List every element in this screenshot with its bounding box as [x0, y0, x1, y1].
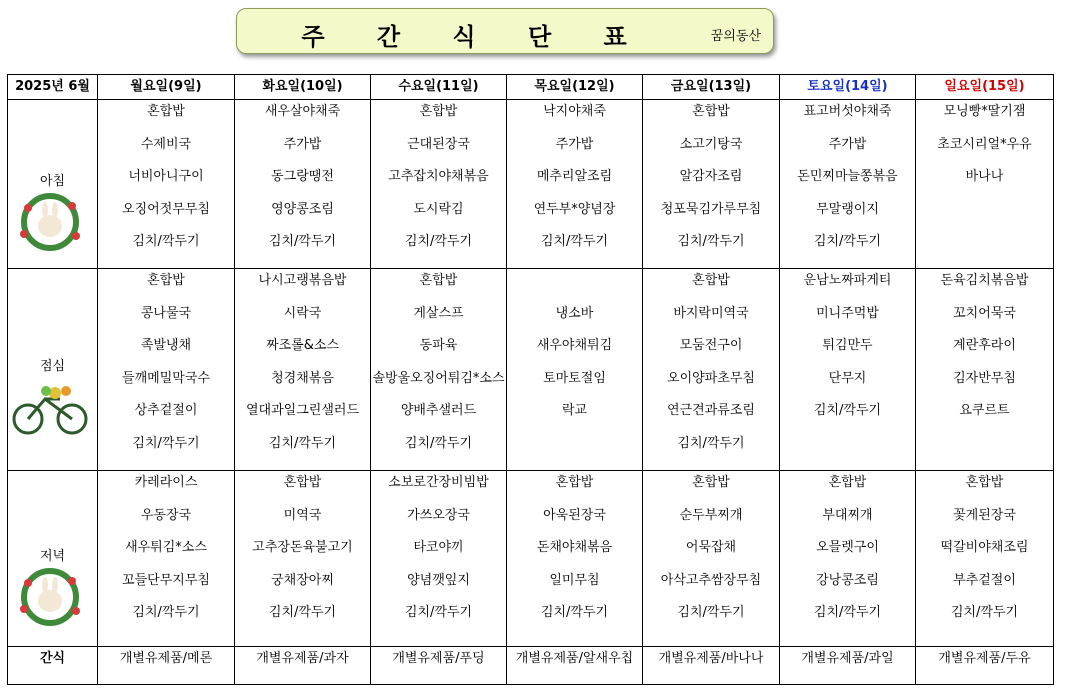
- menu-item: 혼합밥: [692, 104, 730, 119]
- dinner-wed: [371, 471, 507, 647]
- menu-item: 아욱된장국: [543, 507, 606, 523]
- breakfast-row: [8, 100, 1054, 269]
- menu-item: 들깨메밀막국수: [122, 370, 210, 386]
- menu-item: 영양콩조림: [271, 201, 334, 217]
- menu-item: 김치/깍두기: [813, 234, 882, 249]
- menu-item: 시락국: [283, 305, 322, 321]
- lunch-sat: [780, 269, 916, 471]
- menu-item: 고추잡치야채볶음: [388, 169, 489, 184]
- menu-item: 계란후라이: [953, 338, 1016, 353]
- dinner-thu: [507, 471, 643, 647]
- menu-item: 김치/깍두기: [540, 234, 609, 249]
- lunch-thu: [507, 269, 643, 471]
- menu-item: 강낭콩조림: [816, 572, 879, 588]
- menu-item: 락교: [561, 403, 588, 418]
- menu-item: 새우튀김*소스: [125, 540, 207, 555]
- header-day-sat: 토요일(14일): [780, 75, 916, 100]
- menu-item: 떡갈비야채조림: [940, 540, 1029, 555]
- menu-item: 김치/깍두기: [268, 605, 337, 620]
- menu-item: 바지락미역국: [673, 305, 749, 321]
- menu-item: 모둠전구이: [679, 338, 743, 353]
- breakfast-tue: [235, 100, 371, 269]
- menu-item: 나시고랭볶음밥: [258, 273, 347, 288]
- bunny-wreath-icon: [10, 192, 90, 252]
- menu-item: 혼합밥: [965, 475, 1004, 490]
- menu-item: 알감자조림: [679, 169, 743, 184]
- menu-item: 근대된장국: [407, 136, 470, 152]
- menu-item: 연근견과류조림: [667, 403, 755, 418]
- menu-item: 카레라이스: [134, 475, 198, 490]
- snack-wed: 개별유제품/푸딩: [371, 647, 507, 685]
- breakfast-sun: [916, 100, 1054, 269]
- menu-item: 김치/깍두기: [677, 605, 745, 620]
- dinner-fri: [643, 471, 780, 647]
- menu-item: 양념깻잎지: [407, 572, 470, 588]
- header-day-thu: 목요일(12일): [507, 75, 643, 100]
- bicycle-flowers-icon: [10, 377, 90, 437]
- header-month: 2025년 6월: [8, 75, 98, 100]
- menu-item: 김치/깍두기: [677, 435, 745, 451]
- menu-item: 메추리알조림: [536, 169, 613, 184]
- menu-item: 청경채볶음: [271, 370, 334, 386]
- menu-item: 연두부*양념장: [533, 201, 616, 217]
- menu-item: 게살스프: [413, 305, 464, 321]
- menu-item: 아삭고추쌈장무침: [660, 572, 762, 588]
- menu-item: 주가밥: [828, 136, 867, 152]
- menu-item: 동그랑땡전: [271, 169, 334, 184]
- breakfast-fri: [643, 100, 780, 269]
- snack-fri: 개별유제품/바나나: [643, 647, 780, 685]
- dinner-row: [8, 471, 1054, 647]
- menu-item: 미역국: [283, 507, 322, 523]
- page-title: 주 간 식 단 표: [301, 23, 649, 51]
- menu-item: 주가밥: [283, 136, 322, 152]
- menu-item: 혼합밥: [828, 475, 867, 490]
- menu-item: 혼합밥: [419, 104, 458, 119]
- snack-tue: 개별유제품/과자: [235, 647, 371, 685]
- menu-item: 김치/깍두기: [404, 234, 473, 249]
- dinner-sat: [780, 471, 916, 647]
- menu-item: 솔방울오징어튀김*소스: [372, 370, 505, 386]
- menu-item: 고추장돈육불고기: [252, 540, 353, 555]
- menu-item: 초코시리얼*우유: [937, 136, 1032, 152]
- menu-item: 족발냉채: [140, 338, 192, 353]
- header-day-wed: 수요일(11일): [371, 75, 507, 100]
- lunch-label-cell: [8, 269, 98, 471]
- breakfast-thu: [507, 100, 643, 269]
- menu-item: 혼합밥: [283, 475, 322, 490]
- breakfast-wed: [371, 100, 507, 269]
- dinner-sun: [916, 471, 1054, 647]
- menu-item: 일미무침: [549, 572, 600, 588]
- snack-mon: 개별유제품/메론: [98, 647, 235, 685]
- lunch-tue: [235, 269, 371, 471]
- menu-item: 혼합밥: [147, 104, 185, 119]
- dinner-tue: [235, 471, 371, 647]
- menu-item: 김치/깍두기: [268, 234, 337, 249]
- menu-item: 타코야끼: [413, 540, 464, 555]
- menu-item: 새우야채튀김: [536, 338, 613, 353]
- menu-item: 무말랭이지: [816, 201, 879, 217]
- menu-item: 바나나: [965, 169, 1004, 184]
- menu-item: 모닝빵*딸기잼: [943, 104, 1026, 119]
- menu-item: 혼합밥: [692, 273, 730, 288]
- menu-item: [507, 269, 642, 302]
- menu-item: 청포묵김가루무침: [660, 201, 762, 217]
- menu-item: 냉소바: [555, 305, 594, 321]
- menu-item: 콩나물국: [140, 305, 192, 321]
- menu-item: 단무지: [828, 370, 867, 386]
- breakfast-label-cell: [8, 100, 98, 269]
- header-day-sun: 일요일(15일): [916, 75, 1054, 100]
- menu-item: 오이양파초무침: [667, 370, 755, 386]
- menu-item: 우동장국: [140, 507, 192, 523]
- menu-item: 부대찌개: [822, 507, 873, 523]
- menu-item: 양배추샐러드: [400, 403, 477, 418]
- menu-item: 도시락김: [413, 201, 464, 217]
- breakfast-mon: [98, 100, 235, 269]
- header-day-tue: 화요일(10일): [235, 75, 371, 100]
- menu-item: 김치/깍두기: [950, 605, 1019, 620]
- menu-item: 소보로간장비빔밥: [388, 475, 489, 490]
- menu-item: 김치/깍두기: [404, 605, 473, 620]
- menu-item: 김치/깍두기: [268, 435, 337, 451]
- snack-label: 간식: [8, 647, 98, 685]
- lunch-mon: [98, 269, 235, 471]
- menu-item: 표고버섯야채죽: [803, 104, 892, 119]
- menu-item: 김치/깍두기: [813, 605, 882, 620]
- dinner-label-cell: [8, 471, 98, 647]
- menu-item: 주가밥: [555, 136, 594, 152]
- menu-item: 순두부찌개: [679, 507, 743, 523]
- lunch-label: 점심: [39, 359, 66, 374]
- menu-item: 꼬들단무지무침: [122, 572, 210, 588]
- menu-item: 소고기탕국: [679, 136, 743, 152]
- menu-item: 요쿠르트: [959, 403, 1010, 418]
- menu-item: 수제비국: [140, 136, 192, 152]
- menu-item: 낙지야채죽: [543, 104, 606, 119]
- menu-item: 열대과일그린샐러드: [245, 403, 360, 418]
- header-day-mon: 월요일(9일): [98, 75, 235, 100]
- dinner-mon: [98, 471, 235, 647]
- menu-item: 혼합밥: [555, 475, 594, 490]
- menu-item: 꽃게된장국: [953, 507, 1016, 523]
- menu-item: 오징어젓무무침: [122, 201, 210, 217]
- menu-item: 김치/깍두기: [132, 234, 200, 249]
- lunch-wed: [371, 269, 507, 471]
- menu-item: 혼합밥: [419, 273, 458, 288]
- menu-item: 오믈렛구이: [816, 540, 879, 555]
- menu-item: 돈민찌마늘쫑볶음: [797, 169, 898, 184]
- menu-item: 부추겉절이: [953, 572, 1016, 588]
- bunny-wreath-icon: [10, 567, 90, 627]
- menu-item: 튀김만두: [822, 338, 873, 353]
- lunch-row: [8, 269, 1054, 471]
- menu-item: 상추겉절이: [134, 403, 198, 418]
- menu-item: 운남노짜파게티: [803, 273, 892, 288]
- menu-item: 동파육: [419, 338, 458, 353]
- menu-item: 꼬치어묵국: [953, 305, 1016, 321]
- title-banner: [236, 8, 774, 54]
- header-day-fri: 금요일(13일): [643, 75, 780, 100]
- menu-item: 미니주먹밥: [816, 305, 879, 321]
- dinner-label: 저녁: [39, 549, 66, 564]
- menu-item: 혼합밥: [692, 475, 730, 490]
- menu-item: 김자반무침: [953, 370, 1016, 386]
- menu-item: 토마토절임: [543, 370, 606, 386]
- menu-item: 김치/깍두기: [404, 435, 473, 451]
- lunch-fri: [643, 269, 780, 471]
- menu-item: 김치/깍두기: [677, 234, 745, 249]
- page-subtitle: 꿈의동산: [710, 29, 761, 44]
- menu-item: 김치/깍두기: [132, 605, 200, 620]
- lunch-sun: [916, 269, 1054, 471]
- weekly-menu-table: [7, 74, 1054, 685]
- menu-item: 어묵잡채: [685, 540, 737, 555]
- menu-item: 돈채야채볶음: [536, 540, 613, 555]
- menu-item: 짜조롤&소스: [266, 338, 339, 353]
- snack-sat: 개별유제품/과일: [780, 647, 916, 685]
- snack-row: [8, 647, 1054, 685]
- breakfast-sat: [780, 100, 916, 269]
- menu-item: 궁채장아찌: [271, 572, 334, 588]
- menu-item: 새우살야채죽: [264, 104, 341, 119]
- breakfast-label: 아침: [39, 174, 66, 189]
- snack-sun: 개별유제품/두유: [916, 647, 1054, 685]
- menu-item: 너비아니구이: [128, 169, 204, 184]
- header-row: [8, 75, 1054, 100]
- menu-item: 김치/깍두기: [132, 435, 200, 451]
- menu-item: 혼합밥: [147, 273, 185, 288]
- menu-item: 김치/깍두기: [813, 403, 882, 418]
- menu-item: 돈육김치볶음밥: [940, 273, 1029, 288]
- menu-item: 가쓰오장국: [407, 507, 470, 523]
- menu-item: 김치/깍두기: [540, 605, 609, 620]
- snack-thu: 개별유제품/알새우칩: [507, 647, 643, 685]
